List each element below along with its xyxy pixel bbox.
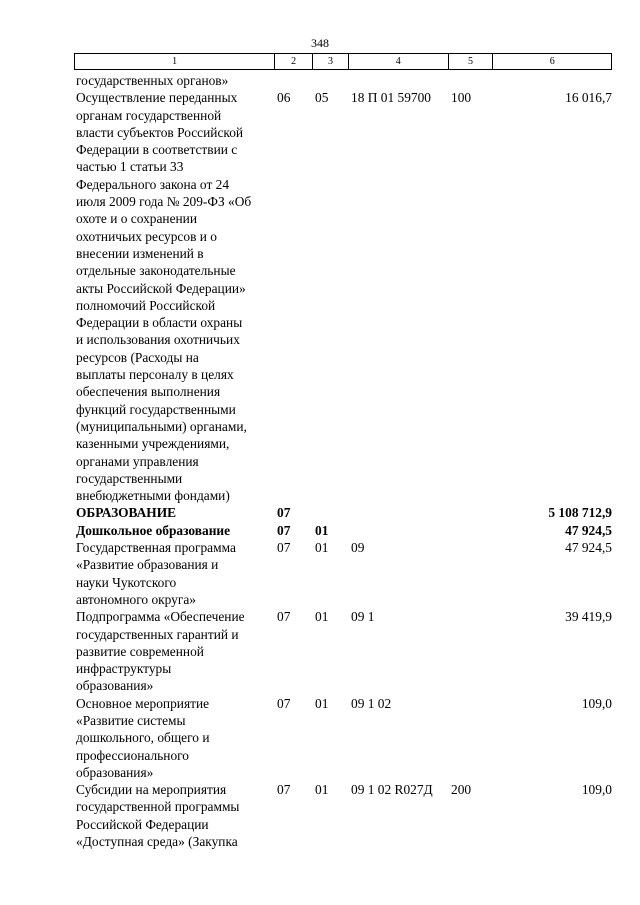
description-line: внебюджетными фондами) [76,488,230,504]
expense-type-code: 200 [451,782,472,798]
description-line: Осуществление переданных [76,90,238,106]
description-line: ОБРАЗОВАНИЕ [76,505,177,521]
row-description [74,695,275,781]
amount: 109,0 [581,695,612,711]
description-line: ресурсов (Расходы на [76,349,199,365]
description-line: «Развитие системы [76,712,186,728]
column-header: 3 [313,54,349,69]
description-line: Субсидии на мероприятия [76,782,227,798]
section-code: 07 [277,695,291,711]
description-line: образования» [76,678,154,694]
description-line: дошкольного, общего и [76,730,210,746]
target-article-code: 09 1 [351,609,375,625]
section-code: 06 [277,90,291,106]
description-line: власти субъектов Российской [76,124,244,140]
target-article-code [349,522,449,539]
amount: 47 924,5 [565,540,612,556]
subsection-code: 01 [315,609,329,625]
row-description [74,89,275,504]
subsection-code: 05 [315,90,329,106]
description-line: Российской Федерации [76,816,209,832]
target-article-code: 09 1 02 R027Д [351,782,433,798]
target-article-code: 18 П 01 59700 [351,90,431,106]
expense-type-code [449,695,494,781]
description-line: внесении изменений в [76,245,204,261]
description-line: частью 1 статьи 33 [76,159,184,175]
target-article-code [349,72,449,89]
description-line: полномочий Российской [76,297,216,313]
description-line: функций государственными [76,401,236,417]
column-header: 4 [349,54,449,69]
column-header: 6 [549,56,555,67]
description-line: выплаты персоналу в целях [76,367,234,383]
amount: 109,0 [581,782,612,798]
column-header: 2 [275,54,313,69]
amount: 39 419,9 [565,609,612,625]
description-line: Государственная программа [76,540,236,556]
description-line: июля 2009 года № 209-ФЗ «Об [76,194,252,210]
row-description [74,522,275,539]
section-code: 07 [277,609,291,625]
amount [494,72,612,89]
expense-type-code [449,72,494,89]
target-article-code [349,504,449,521]
description-line: органами управления [76,453,199,469]
section-code: 07 [277,522,291,538]
expense-type-code [449,608,494,694]
column-header: 1 [75,54,275,69]
table-header [74,53,612,70]
description-line: Основное мероприятие [76,695,210,711]
description-line: «Доступная среда» (Закупка [76,834,238,850]
description-line: Подпрограмма «Обеспечение [76,609,245,625]
expense-type-code [449,539,494,608]
target-article-code: 09 [351,540,365,556]
target-article-code: 09 1 02 [351,695,392,711]
row-description [74,539,275,608]
description-line: развитие современной [76,643,204,659]
amount: 47 924,5 [565,522,612,538]
description-line: «Развитие образования и [76,557,219,573]
description-line: государственными [76,470,183,486]
row-description [74,608,275,694]
page-number: 348 [311,36,329,50]
expense-type-code: 100 [451,90,472,106]
table-row [74,608,612,694]
description-line: Федерации в соответствии с [76,142,238,158]
description-line: Федерального закона от 24 [76,176,230,192]
section-code [275,72,313,89]
description-line: Федерации в области охраны [76,315,243,331]
table-row [74,504,612,521]
section-code: 07 [277,505,291,521]
amount: 16 016,7 [565,90,612,106]
subsection-code [313,504,349,521]
table-row [74,522,612,539]
budget-table-body [74,72,612,850]
table-row [74,781,612,850]
description-line: отдельные законодательные [76,263,236,279]
subsection-code [313,72,349,89]
section-code: 07 [277,540,291,556]
description-line: обеспечения выполнения [76,384,221,400]
amount: 5 108 712,9 [548,505,612,521]
description-line: акты Российской Федерации» [76,280,246,296]
description-line: (муниципальными) органами, [76,418,247,434]
description-line: охоте и о сохранении [76,211,198,227]
subsection-code: 01 [315,522,329,538]
table-row [74,89,612,504]
subsection-code: 01 [315,782,329,798]
description-line: Дошкольное образование [76,522,231,538]
section-code: 07 [277,782,291,798]
table-row [74,539,612,608]
description-line: органам государственной [76,107,222,123]
expense-type-code [449,522,494,539]
description-line: науки Чукотского [76,574,177,590]
table-row [74,695,612,781]
row-description [74,504,275,521]
expense-type-code [449,504,494,521]
table-row [74,72,612,89]
subsection-code: 01 [315,695,329,711]
row-description [74,781,275,850]
column-header: 5 [449,54,494,69]
description-line: автономного округа» [76,591,196,607]
description-line: инфраструктуры [76,661,172,677]
description-line: образования» [76,764,154,780]
row-description [74,72,275,89]
description-line: профессионального [76,747,189,763]
description-line: охотничьих ресурсов и о [76,228,217,244]
description-line: государственных гарантий и [76,626,239,642]
description-line: и использования охотничьих [76,332,240,348]
subsection-code: 01 [315,540,329,556]
description-line: государственной программы [76,799,240,815]
description-line: государственных органов» [76,73,229,88]
description-line: казенными учреждениями, [76,436,230,452]
